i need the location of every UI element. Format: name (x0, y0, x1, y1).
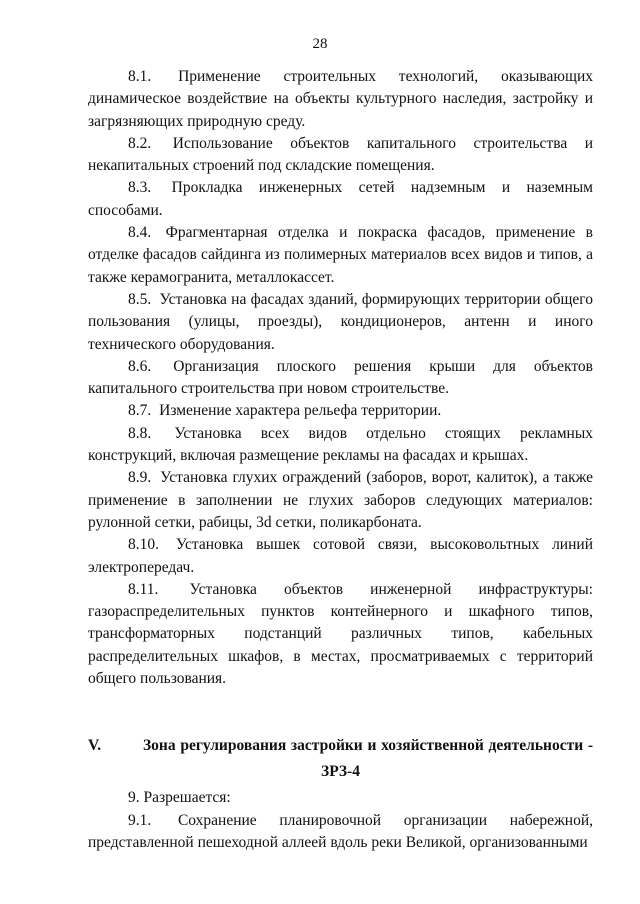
list-item-8-8 (88, 423, 593, 468)
list-item-8-10 (88, 534, 593, 579)
item-text: Применение строительных технологий, оказывающих динамическое воздействие на объекты культурного наследия, застройку и загрязняющих природную среду. (88, 68, 593, 130)
document-body (88, 66, 593, 854)
item-text: Прокладка инженерных сетей надземным и наземным способами. (88, 179, 593, 219)
item-number: 8.3. (128, 179, 152, 197)
list-item-8-1 (88, 66, 593, 133)
list-item-9-1 (88, 810, 593, 855)
item-number: 8.8. (128, 424, 152, 442)
item-text: Установка глухих ограждений (заборов, ворот, калиток), а также применение в заполнении не глухих заборов следующих материалов: рулонной сетки, рабицы, 3d сетки, поликарбоната. (88, 469, 594, 531)
list-item-8-7 (88, 400, 593, 422)
item-number: 8.9. (128, 469, 152, 487)
item-text: Организация плоского решения крыши для объектов капитального строительства при новом строительстве. (88, 357, 594, 398)
item-number: 8.7. (128, 402, 152, 420)
list-item-8-4 (88, 222, 593, 289)
item-number: 8.2. (128, 134, 152, 152)
item-text: Установка всех видов отдельно стоящих рекламных конструкций, включая размещение рекламы на фасадах и крышах. (88, 424, 594, 465)
list-item-8-2 (88, 133, 593, 178)
section-roman-numeral: V. (88, 737, 102, 755)
item-number: 9.1. (128, 811, 152, 829)
page-number: 28 (312, 36, 328, 52)
section-heading (88, 734, 593, 784)
item-text: Сохранение планировочной организации набережной, представленной пешеходной аллеей вдоль реки Великой, организованными (88, 811, 593, 851)
item-text: Изменение характера рельефа территории. (159, 402, 442, 420)
list-item-8-5 (88, 289, 593, 356)
item-number: 8.5. (128, 290, 152, 308)
item-number: 8.1. (128, 68, 152, 85)
item-text: Использование объектов капитального строительства и некапитальных строений под складские помещения. (88, 134, 594, 175)
list-item-8-11 (88, 579, 593, 690)
item-number: 8.11. (128, 580, 159, 598)
section-zone-code: ЗРЗ-4 (321, 763, 360, 781)
list-item-8-3 (88, 177, 593, 222)
item-text: Установка вышек сотовой связи, высоковольтных линий электропередач. (88, 536, 593, 576)
item-number: 8.6. (128, 357, 152, 375)
permitted-intro: 9. Разрешается: (128, 789, 231, 807)
section-title: Зона регулирования застройки и хозяйственной деятельности - (143, 737, 593, 755)
list-item-8-6 (88, 356, 593, 401)
item-number: 8.4. (128, 224, 152, 242)
list-item-8-9 (88, 467, 593, 534)
item-text: Установка объектов инженерной инфраструктуры: газораспределительных пунктов контейнерного и шкафного типов, трансформаторных подстанций различных типов, кабельных распределительных шкафов, в местах, просматриваемых с территорий общего пользования. (88, 580, 593, 688)
item-text: Фрагментарная отделка и покраска фасадов, применение в отделке фасадов сайдинга из полимерных материалов всех видов и типов, а также керамогранита, металлокассет. (88, 224, 593, 286)
item-number: 8.10. (128, 536, 159, 554)
item-text: Установка на фасадах зданий, формирующих территории общего пользования (улицы, проезды), кондиционеров, антенн и иного технического оборудования. (88, 290, 594, 353)
